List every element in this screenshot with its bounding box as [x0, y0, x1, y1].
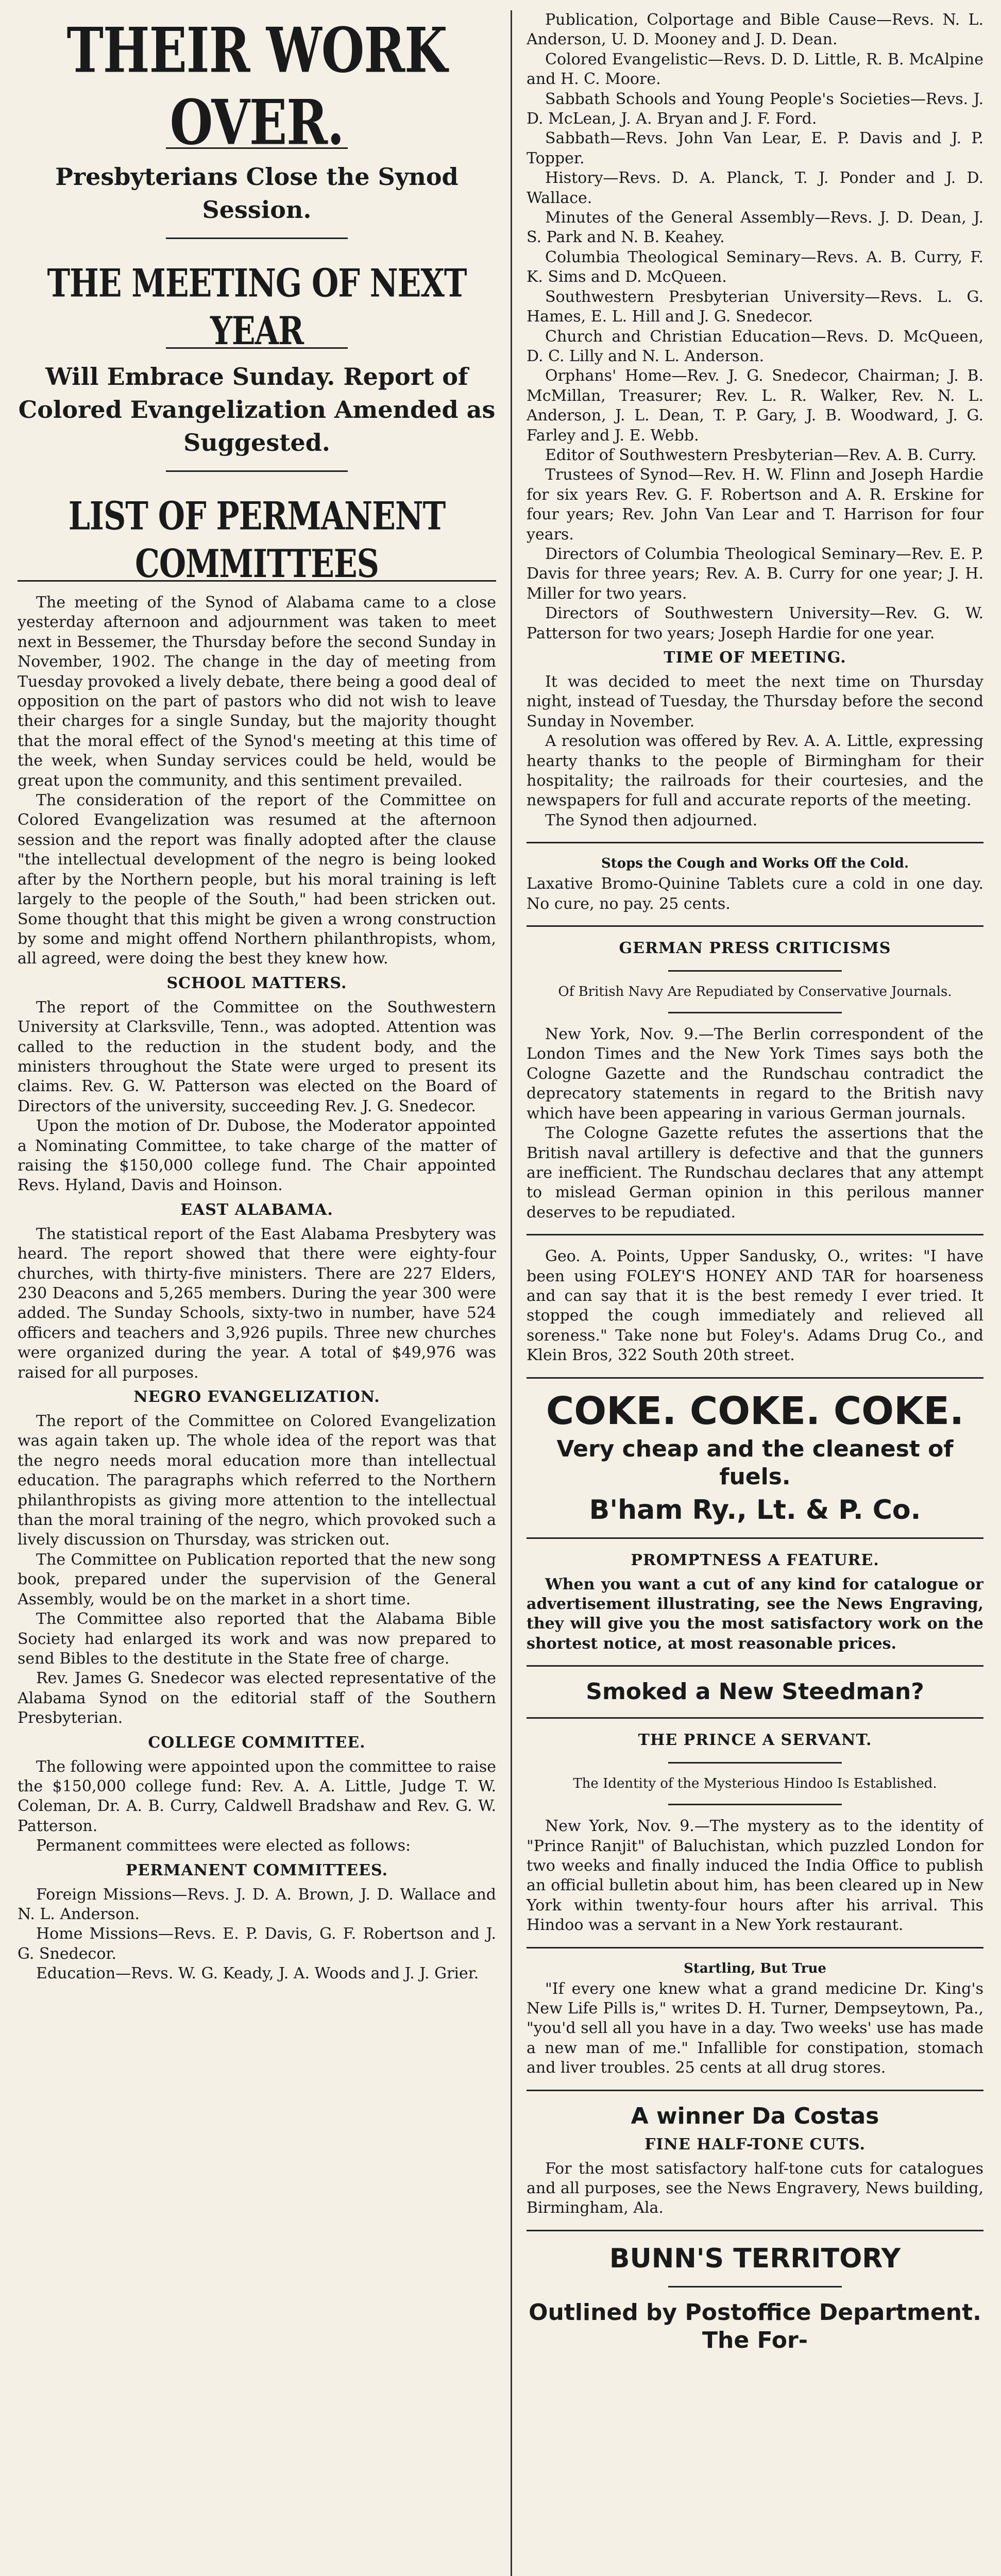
paragraph: Rev. James G. Snedecor was elected representative of the Alabama Synod on the editorial staff of the Southern Presbyterian. [18, 1669, 496, 1727]
paragraph: Home Missions—Revs. E. P. Davis, G. F. Robertson and J. G. Snedecor. [18, 1925, 496, 1963]
ad-steedman: Smoked a New Steedman? [586, 1679, 924, 1705]
subhead-school-matters: SCHOOL MATTERS. [166, 974, 347, 992]
divider [166, 238, 348, 239]
ad-foleys: Geo. A. Points, Upper Sandusky, O., writes: "I have been using FOLEY'S HONEY AND TAR for hoarseness and can say that it is the best remedy I ever tried. It stopped the cough immediately and relieved all soreness." Take none but Foley's. Adams Drug Co., and Klein Bros, 322 South 20th street. [527, 1247, 983, 1365]
ad-startling-head: Startling, But True [684, 1960, 826, 1976]
paragraph: New York, Nov. 9.—The mystery as to the identity of "Prince Ranjit" of Baluchistan, which puzzled London for two weeks and finally induced the India Office to publish an official bulletin about him, has been cleared up in New York within twenty-four hours after his arrival. This Hindoo was a servant in a New York restaurant. [527, 1817, 983, 1935]
subhead-negro-evangelization: NEGRO EVANGELIZATION. [133, 1388, 380, 1406]
ad-halftone-body: For the most satisfactory half-tone cuts for catalogues and all purposes, see the News Engravery, News building, Birmingham, Ala. [527, 2159, 983, 2217]
ad-startling-body: "If every one knew what a grand medicine Dr. King's New Life Pills is," writes D. H. Turner, Dempseytown, Pa., "you'd sell all you have in a day. Two weeks' use has made a new man of me." Infallible for constipation, stomach and liver troubles. 25 cents at all drug stores. [527, 1979, 983, 2077]
paragraph: It was decided to meet the next time on Thursday night, instead of Tuesday, the Thursday before the second Sunday in November. [527, 673, 983, 731]
paragraph: Church and Christian Education—Revs. D. McQueen, D. C. Lilly and N. L. Anderson. [527, 327, 983, 365]
paragraph: Editor of Southwestern Presbyterian—Rev. A. B. Curry. [545, 446, 977, 464]
divider [527, 1665, 983, 1667]
ad-winner: A winner Da Costas [631, 2103, 879, 2129]
subhead-college-committee: COLLEGE COMMITTEE. [148, 1733, 366, 1752]
paragraph: Orphans' Home—Rev. J. G. Snedecor, Chairman; J. B. McMillan, Treasurer; Rev. L. R. Walker, Rev. N. L. Anderson, J. L. Dean, T. P. Gary, J. B. Woodward, J. G. Farley and J. E. Webb. [527, 367, 983, 445]
deck-synod: Presbyterians Close the Synod Session. [55, 163, 459, 224]
ad-halftone-head: FINE HALF-TONE CUTS. [644, 2135, 866, 2154]
divider [527, 2230, 983, 2231]
deck-german-press: Of British Navy Are Repudiated by Conservative Journals. [558, 984, 952, 1000]
paragraph: Trustees of Synod—Rev. H. W. Flinn and Joseph Hardie for six years Rev. G. F. Robertson and A. R. Erskine for four years; Rev. John Van Lear and T. Harrison for four years. [527, 466, 983, 544]
left-column [18, 10, 512, 2576]
headline-permanent-committees: LIST OF PERMANENT COMMITTEES [68, 494, 446, 587]
divider [668, 970, 842, 972]
right-column [512, 10, 983, 2576]
paragraph: The meeting of the Synod of Alabama came to a close yesterday afternoon and adjournment was taken to meet next in Bessemer, the Thursday before the second Sunday in November, 1902. The change in the day of meeting from Tuesday provoked a lively debate, there being a good deal of opposition on the part of pastors who did not wish to leave their charges for a single Sunday, but the majority thought that the moral effect of the Synod's meeting at this time of the week, when Sunday services could be held, would be great upon the community, and this sentiment prevailed. [18, 594, 496, 790]
deck-sunday: Will Embrace Sunday. Report of Colored Evangelization Amended as Suggested. [18, 363, 496, 456]
paragraph: The Committee on Publication reported that the new song book, prepared under the supervision of the General Assembly, would be on the market in a short time. [18, 1550, 496, 1608]
divider [668, 1804, 842, 1805]
paragraph: A resolution was offered by Rev. A. A. Little, expressing hearty thanks to the people of Birmingham for their hospitality; the railroads for their courtesies, and the newspapers for full and accurate reports of the meeting. [527, 732, 983, 810]
divider [527, 1947, 983, 1948]
paragraph: Sabbath Schools and Young People's Societies—Revs. J. D. McLean, J. A. Bryan and J. F. Ford. [527, 90, 983, 128]
divider [527, 1377, 983, 1379]
ad-promptness-body: When you want a cut of any kind for catalogue or advertisement illustrating, see the News Engraving, they will give you the most satisfactory work on the shortest notice, at most reasonable prices. [527, 1575, 983, 1653]
paragraph: The statistical report of the East Alabama Presbytery was heard. The report showed that there were eighty-four churches, with thirty-five ministers. There are 227 Elders, 230 Deacons and 5,265 members. During the year 300 were added. The Sunday Schools, sixty-two in number, have 524 officers and teachers and 3,926 pupils. Three new churches were organized during the year. A total of $49,976 was raised for all purposes. [18, 1225, 496, 1382]
divider [668, 1762, 842, 1764]
ad-coke-line: Very cheap and the cleanest of fuels. [556, 1435, 954, 1490]
divider [527, 1717, 983, 1719]
divider [527, 1234, 983, 1235]
divider [668, 1012, 842, 1013]
headline-german-press: GERMAN PRESS CRITICISMS [619, 939, 891, 958]
paragraph: The following were appointed upon the committee to raise the $150,000 college fund: Rev. A. A. Little, Judge T. W. Coleman, Dr. A. B. Curry, Caldwell Bradshaw and Rev. G. W. Patterson. [18, 1757, 496, 1835]
paragraph: Minutes of the General Assembly—Revs. J. D. Dean, J. S. Park and N. B. Keahey. [527, 209, 983, 247]
paragraph: The Synod then adjourned. [545, 811, 758, 829]
subhead-time-of-meeting: TIME OF MEETING. [664, 649, 846, 667]
paragraph: The Cologne Gazette refutes the assertions that the British naval artillery is defective and that the gunners are inefficient. The Rundschau declares that any attempt to mislead German opinion in this perilous manner deserves to be repudiated. [527, 1124, 983, 1222]
ad-cough-head: Stops the Cough and Works Off the Cold. [601, 856, 909, 872]
divider [668, 2286, 842, 2287]
paragraph: Foreign Missions—Revs. J. D. A. Brown, J. D. Wallace and N. L. Anderson. [18, 1885, 496, 1923]
deck-bunn-territory: Outlined by Postoffice Department. The For- [529, 2299, 981, 2353]
paragraph: Directors of Southwestern University—Rev. G. W. Patterson for two years; Joseph Hardie for one year. [527, 604, 983, 642]
ad-coke-company: B'ham Ry., Lt. & P. Co. [589, 1494, 921, 1526]
paragraph: Publication, Colportage and Bible Cause—Revs. N. L. Anderson, U. D. Mooney and J. D. Dean. [527, 11, 983, 49]
divider [527, 1537, 983, 1539]
paragraph: The Committee also reported that the Alabama Bible Society had enlarged its work and was now prepared to send Bibles to the destitute in the State free of charge. [18, 1610, 496, 1668]
paragraph: History—Revs. D. A. Planck, T. J. Ponder and J. D. Wallace. [527, 169, 983, 207]
paragraph: Southwestern Presbyterian University—Revs. L. G. Hames, E. L. Hill and J. G. Snedecor. [527, 287, 983, 326]
divider [166, 470, 348, 472]
ad-promptness-head: PROMPTNESS A FEATURE. [631, 1551, 879, 1569]
paragraph: Permanent committees were elected as follows: [36, 1837, 411, 1855]
paragraph: Colored Evangelistic—Revs. D. D. Little, R. B. McAlpine and H. C. Moore. [527, 50, 983, 89]
subhead-permanent-committees: PERMANENT COMMITTEES. [125, 1861, 388, 1879]
paragraph: The consideration of the report of the Committee on Colored Evangelization was resumed at the afternoon session and the report was finally adopted after the clause "the intellectual development of the negro is being looked after by the Northern people, but his moral training is left largely to the people of the South," had been stricken out. Some thought that this might be given a wrong construction by some and might offend Northern philanthropists, whom, all agreed, were doing the best they knew how. [18, 791, 496, 968]
headline-next-year: THE MEETING OF NEXT YEAR [47, 261, 467, 354]
subhead-east-alabama: EAST ALABAMA. [180, 1200, 333, 1219]
main-headline: THEIR WORK OVER. [66, 13, 447, 159]
divider [527, 842, 983, 843]
divider [527, 2090, 983, 2091]
ad-cough-body: Laxative Bromo-Quinine Tablets cure a cold in one day. No cure, no pay. 25 cents. [527, 875, 983, 913]
paragraph: Columbia Theological Seminary—Revs. A. B. Curry, F. K. Sims and D. McQueen. [527, 248, 983, 286]
headline-prince-servant: THE PRINCE A SERVANT. [638, 1731, 872, 1750]
paragraph: Directors of Columbia Theological Seminary—Rev. E. P. Davis for three years; Rev. A. B. Curry for one year; J. H. Miller for two years. [527, 545, 983, 603]
headline-bunn-territory: BUNN'S TERRITORY [609, 2243, 901, 2274]
paragraph: Education—Revs. W. G. Keady, J. A. Woods and J. J. Grier. [36, 1964, 479, 1983]
paragraph: The report of the Committee on Colored Evangelization was again taken up. The whole idea of the report was that the negro needs moral education more than intellectual education. The paragraphs which referred to the Northern philanthropists as giving more attention to the intellectual than the moral training of the negro, which provoked such a lively discussion on Thursday, was stricken out. [18, 1412, 496, 1549]
paragraph: Sabbath—Revs. John Van Lear, E. P. Davis and J. P. Topper. [527, 129, 983, 167]
divider [527, 925, 983, 927]
paragraph: New York, Nov. 9.—The Berlin correspondent of the London Times and the New York Times says both the Cologne Gazette and the Rundschau contradict the deprecatory statements in regard to the British navy which have been appearing in various German journals. [527, 1025, 983, 1123]
ad-coke-head: COKE. COKE. COKE. [546, 1388, 964, 1433]
paragraph: The report of the Committee on the Southwestern University at Clarksville, Tenn., was adopted. Attention was called to the reduction in the student body, and the ministers throughout the State were urged to present its claims. Rev. G. W. Patterson was elected on the Board of Directors of the university, succeeding Rev. J. G. Snedecor. [18, 998, 496, 1115]
deck-prince-servant: The Identity of the Mysterious Hindoo Is Established. [573, 1776, 937, 1792]
paragraph: Upon the motion of Dr. Dubose, the Moderator appointed a Nominating Committee, to take charge of the matter of raising the $150,000 college fund. The Chair appointed Revs. Hyland, Davis and Hoinson. [18, 1117, 496, 1195]
